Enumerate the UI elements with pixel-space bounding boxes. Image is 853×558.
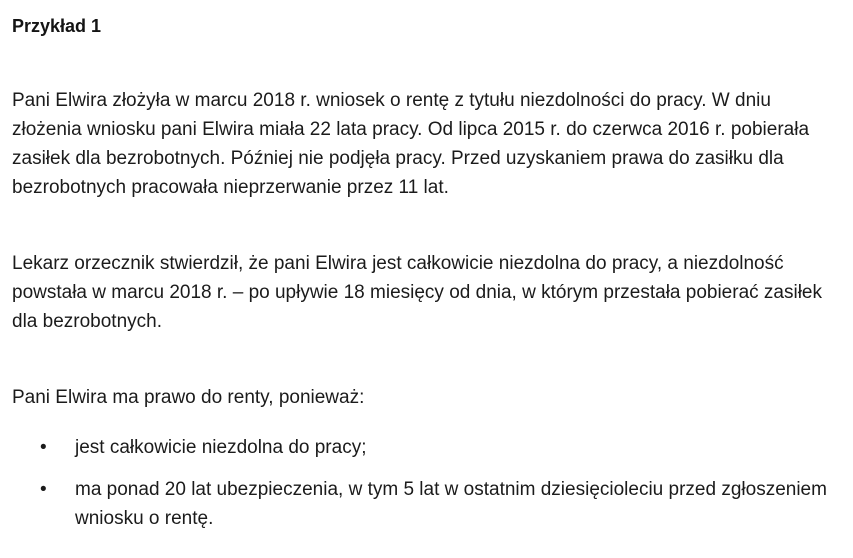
paragraph-conclusion-intro: Pani Elwira ma prawo do renty, ponieważ:: [12, 387, 365, 408]
list-item: • jest całkowicie niezdolna do pracy;: [40, 433, 830, 462]
list-item: • ma ponad 20 lat ubezpieczenia, w tym 5 lat w ostatnim dziesięcioleciu przed zgłoszeniem wniosku o rentę.: [40, 475, 830, 533]
paragraph-doctor-statement: Lekarz orzecznik stwierdził, że pani Elwira jest całkowicie niezdolna do pracy, a niezdolność powstała w marcu 2018 r. – po upływie 18 miesięcy od dnia, w którym przestała pobierać zasiłek dla bezrobotnych.: [12, 253, 822, 332]
example-heading: Przykład 1: [12, 16, 102, 36]
paragraph-case-description: Pani Elwira złożyła w marcu 2018 r. wniosek o rentę z tytułu niezdolności do pracy. W dniu złożenia wniosku pani Elwira miała 22 lata pracy. Od lipca 2015 r. do czerwca 2016 r. pobierała zasiłek dla bezrobotnych. Później nie podjęła pracy. Przed uzyskaniem prawa do zasiłku dla bezrobotnych pracowała nieprzerwanie przez 11 lat.: [12, 90, 810, 198]
reasons-list: [12, 433, 830, 533]
